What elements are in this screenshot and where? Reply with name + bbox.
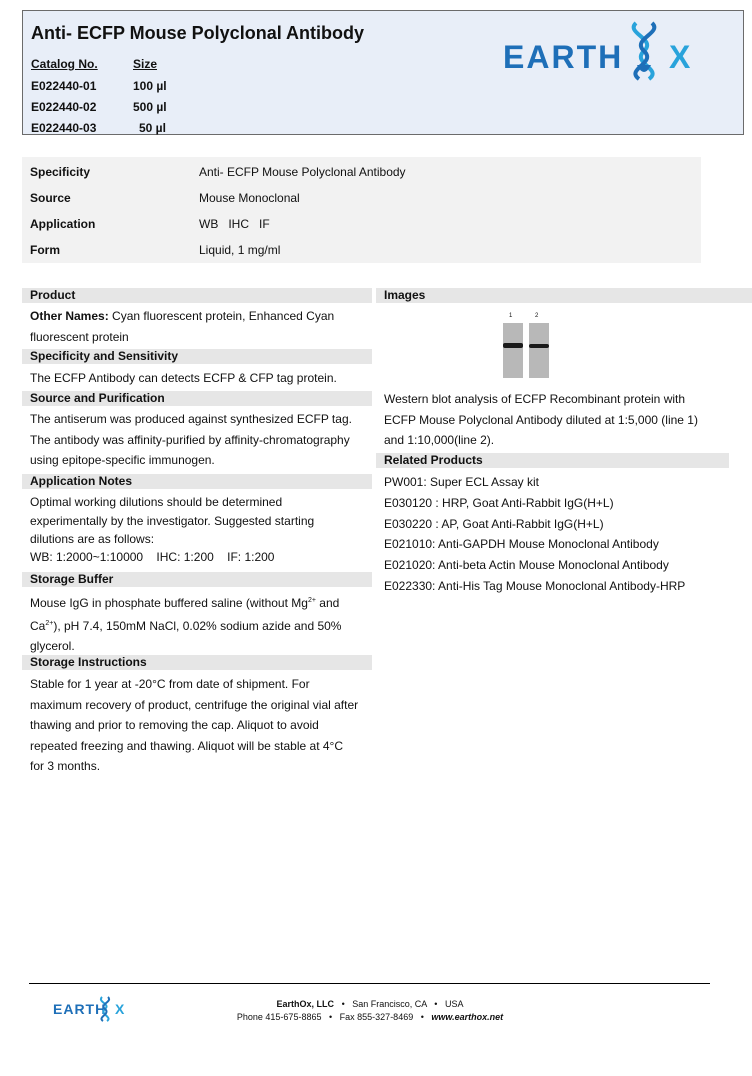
info-value: Mouse Monoclonal	[199, 191, 300, 205]
product-header	[22, 10, 744, 135]
text-line: Mouse IgG in phosphate buffered saline (without Mg	[30, 596, 308, 610]
separator: •	[434, 999, 438, 1009]
list-item: E021010: Anti-GAPDH Mouse Monoclonal Antibody	[384, 537, 659, 552]
text-line: The antiserum was produced against synthesized ECFP tag.	[30, 412, 352, 426]
info-label: Source	[30, 191, 71, 205]
instructions-text	[30, 674, 370, 777]
section-head-specificity: Specificity and Sensitivity	[22, 349, 372, 364]
logo-wordmark-tail: X	[669, 39, 693, 75]
blot-lane	[529, 323, 549, 378]
helix-drop-icon	[623, 19, 665, 83]
superscript: 2+	[307, 597, 316, 604]
section-head-images: Images	[376, 288, 752, 303]
text-line: Optimal working dilutions should be determined	[30, 495, 283, 509]
western-blot-image	[500, 313, 552, 381]
info-label: Form	[30, 243, 60, 257]
specificity-text: The ECFP Antibody can detects ECFP & CFP tag protein.	[30, 371, 337, 385]
text-line: and	[315, 596, 340, 610]
footer-contact	[160, 1012, 580, 1022]
info-value: WB IHC IF	[199, 217, 270, 231]
catalog-size: 500 µl	[133, 100, 167, 114]
logo-wordmark: EARTH	[503, 39, 624, 75]
helix-drop-icon	[97, 995, 113, 1023]
text-line: dilutions are as follows:	[30, 532, 155, 546]
text-line: maximum recovery of product, centrifuge the original vial after	[30, 697, 359, 712]
catalog-table-header	[31, 57, 158, 71]
list-item: E021020: Anti-beta Actin Mouse Monoclonal Antibody	[384, 558, 669, 573]
section-head-product: Product	[22, 288, 372, 303]
page-title: Anti- ECFP Mouse Polyclonal Antibody	[31, 23, 365, 43]
footer-logo	[53, 995, 133, 1025]
related-products-list	[384, 472, 744, 597]
list-item: PW001: Super ECL Assay kit	[384, 475, 539, 489]
catalog-size: 100 µl	[133, 79, 167, 93]
text-line: experimentally by the investigator. Suggested starting	[30, 514, 315, 528]
size-header: Size	[133, 57, 158, 71]
info-label: Specificity	[30, 165, 91, 179]
blot-band	[529, 344, 549, 348]
image-caption	[384, 389, 744, 451]
text-line: WB: 1:2000~1:10000 IHC: 1:200 IF: 1:200	[30, 550, 275, 564]
text-line: glycerol.	[30, 639, 75, 653]
section-head-source: Source and Purification	[22, 391, 372, 406]
section-head-instructions: Storage Instructions	[22, 655, 372, 670]
other-names-label: Other Names:	[30, 309, 109, 323]
text-line: ), pH 7.4, 150mM NaCl, 0.02% sodium azide and 50%	[53, 618, 342, 633]
blot-band	[503, 343, 523, 348]
text-line: ECFP Mouse Polyclonal Antibody diluted at 1:5,000 (line 1)	[384, 412, 698, 427]
lane-label: 1	[509, 313, 513, 319]
other-names-text	[30, 306, 360, 347]
catalog-number: E022440-03	[31, 121, 97, 135]
footer-divider	[29, 983, 710, 984]
company-name: EarthOx, LLC	[276, 999, 335, 1009]
text-line: and 1:10,000(line 2).	[384, 433, 495, 447]
earthox-logo	[503, 17, 703, 87]
catalog-number: E022440-02	[31, 100, 97, 114]
list-item: E030120 : HRP, Goat Anti-Rabbit IgG(H+L)	[384, 495, 614, 510]
text-line: repeated freezing and thawing. Aliquot will be stable at 4°C	[30, 738, 343, 753]
section-head-related: Related Products	[376, 453, 729, 468]
superscript: 2+	[45, 619, 54, 627]
info-label: Application	[30, 217, 96, 231]
phone: Phone 415-675-8865	[236, 1012, 322, 1022]
logo-wordmark-tail: X	[115, 1001, 125, 1017]
catalog-header: Catalog No.	[31, 57, 98, 71]
section-head-buffer: Storage Buffer	[22, 572, 372, 587]
website-link[interactable]: www.earthox.net	[431, 1012, 504, 1022]
blot-lane	[503, 323, 523, 378]
catalog-number: E022440-01	[31, 79, 97, 93]
catalog-row	[31, 100, 167, 114]
specification-box	[22, 157, 701, 263]
footer-address	[160, 999, 580, 1009]
catalog-row	[31, 79, 167, 93]
text-line: Stable for 1 year at -20°C from date of shipment. For	[30, 677, 310, 691]
text-line: The antibody was affinity-purified by affinity-chromatography	[30, 432, 350, 447]
catalog-row	[31, 121, 166, 135]
separator: •	[341, 999, 345, 1009]
buffer-text	[30, 591, 370, 657]
fax: Fax 855-327-8469	[339, 1012, 414, 1022]
text-line: Western blot analysis of ECFP Recombinant protein with	[384, 392, 686, 406]
list-item: E022330: Anti-His Tag Mouse Monoclonal Antibody-HRP	[384, 578, 686, 593]
separator: •	[328, 1012, 333, 1022]
text-line: thawing and prior to removing the cap. Aliquot to avoid	[30, 718, 319, 732]
source-text	[30, 409, 370, 471]
text-line: for 3 months.	[30, 759, 101, 773]
text-line: using epitope-specific immunogen.	[30, 453, 215, 467]
catalog-size: 50 µl	[139, 121, 166, 135]
application-text	[30, 493, 370, 567]
other-names-line2: fluorescent protein	[30, 329, 129, 344]
lane-label: 2	[535, 313, 539, 319]
other-names-value: Cyan fluorescent protein, Enhanced Cyan	[108, 309, 335, 323]
city: San Francisco, CA	[352, 999, 427, 1009]
logo-wordmark: EARTH	[53, 1001, 107, 1017]
country: USA	[444, 999, 464, 1009]
section-head-application: Application Notes	[22, 474, 372, 489]
info-value: Liquid, 1 mg/ml	[199, 243, 281, 257]
info-value: Anti- ECFP Mouse Polyclonal Antibody	[199, 165, 406, 179]
text-line: Ca	[30, 618, 46, 633]
separator: •	[420, 1012, 424, 1022]
list-item: E030220 : AP, Goat Anti-Rabbit IgG(H+L)	[384, 516, 604, 531]
